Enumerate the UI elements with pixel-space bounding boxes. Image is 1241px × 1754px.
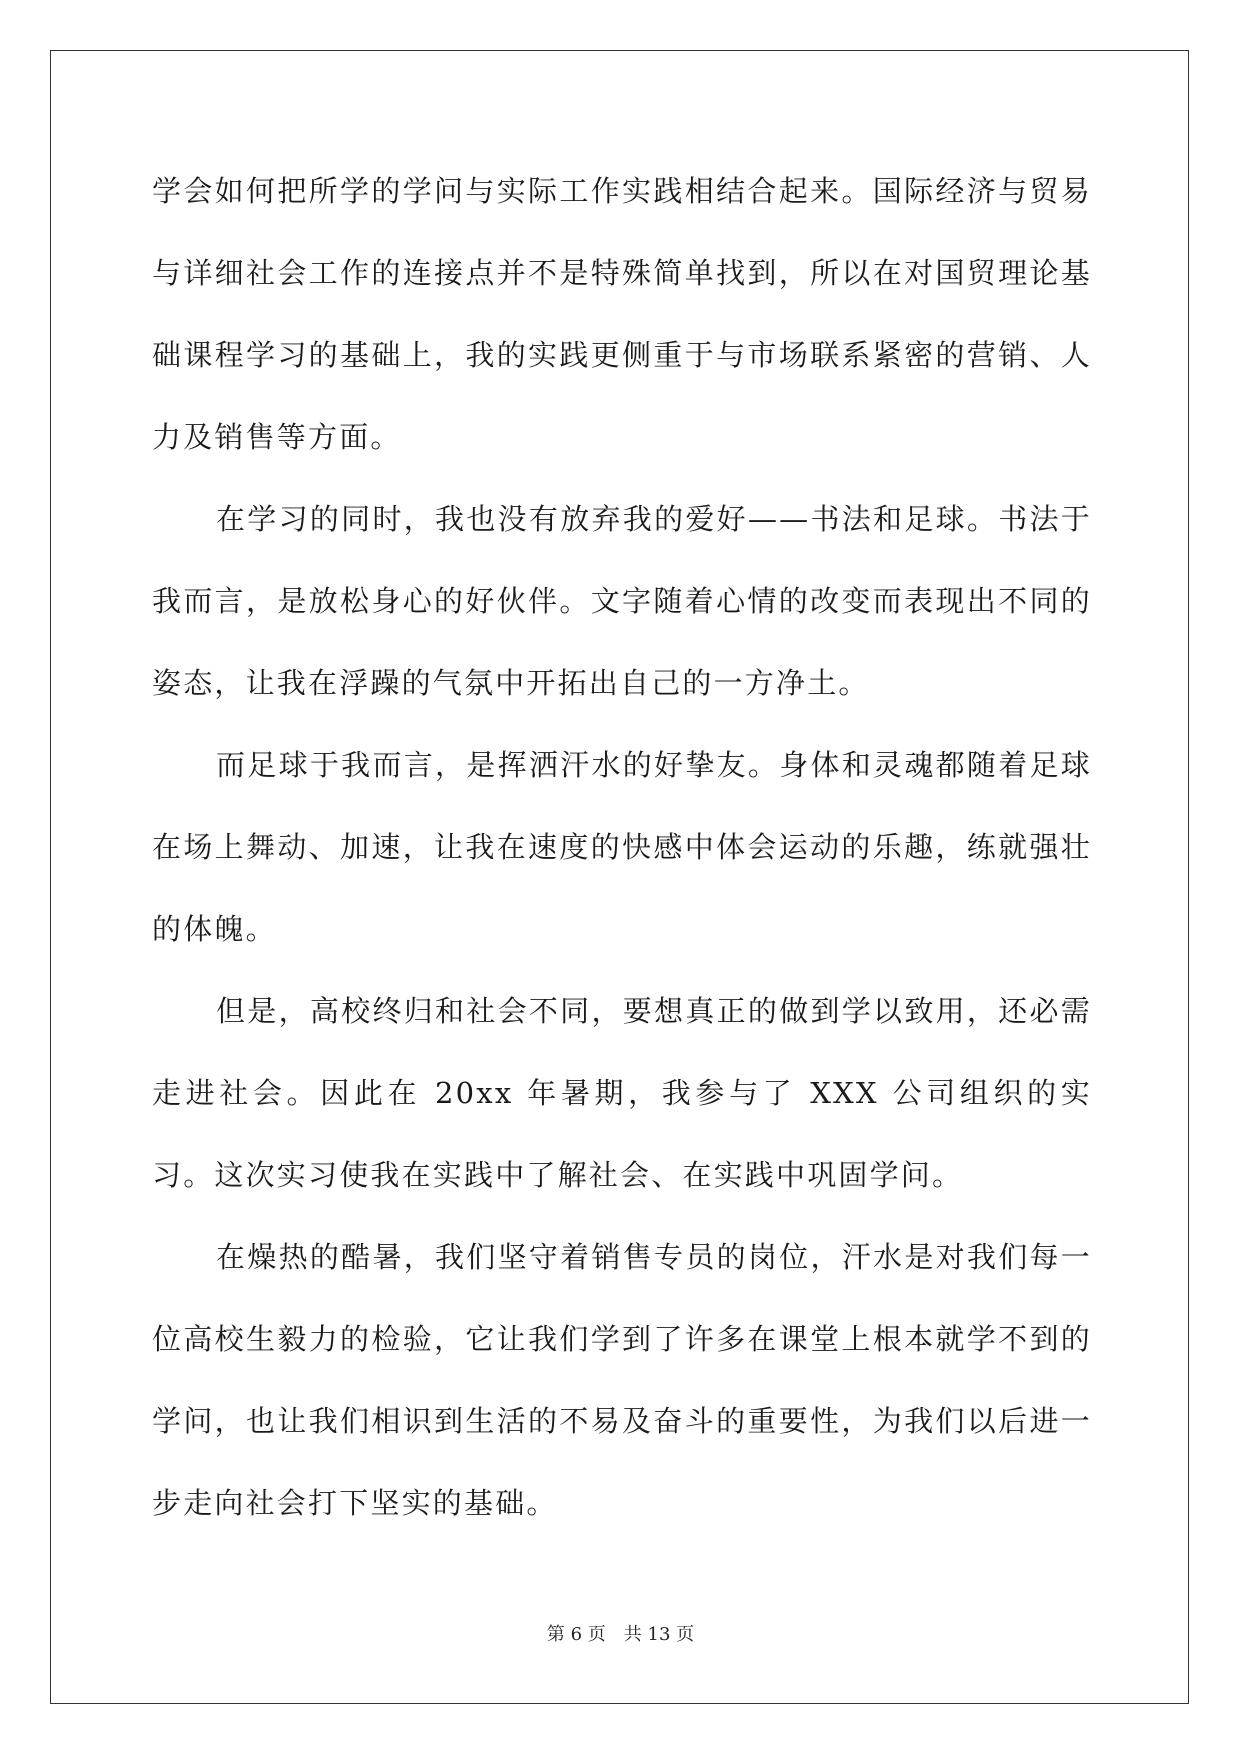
current-page-number: 第 6 页: [546, 1624, 606, 1645]
paragraph-continuation: 学会如何把所学的学问与实际工作实践相结合起来。国际经济与贸易与详细社会工作的连接点并不是特殊简单找到，所以在对国贸理论基础课程学习的基础上，我的实践更侧重于与市场联系紧密的营销、人力及销售等方面。: [152, 174, 1092, 454]
page-footer: [0, 1620, 1241, 1646]
paragraph-internship: 但是，高校终归和社会不同，要想真正的做到学以致用，还必需走进社会。因此在 20xx 年暑期，我参与了 XXX 公司组织的实习。这次实习使我在实践中了解社会、在实践中巩固学问。: [152, 994, 1092, 1192]
document-body: [152, 150, 1092, 1544]
paragraph-football: 而足球于我而言，是挥洒汗水的好挚友。身体和灵魂都随着足球在场上舞动、加速，让我在速度的快感中体会运动的乐趣，练就强壮的体魄。: [152, 748, 1092, 946]
paragraph-summer-work: 在燥热的酷暑，我们坚守着销售专员的岗位，汗水是对我们每一位高校生毅力的检验，它让我们学到了许多在课堂上根本就学不到的学问，也让我们相识到生活的不易及奋斗的重要性，为我们以后进一步走向社会打下坚实的基础。: [152, 1240, 1092, 1520]
total-page-count: 共 13 页: [623, 1624, 695, 1645]
paragraph-hobbies: 在学习的同时，我也没有放弃我的爱好——书法和足球。书法于我而言，是放松身心的好伙伴。文字随着心情的改变而表现出不同的姿态，让我在浮躁的气氛中开拓出自己的一方净土。: [152, 502, 1092, 700]
